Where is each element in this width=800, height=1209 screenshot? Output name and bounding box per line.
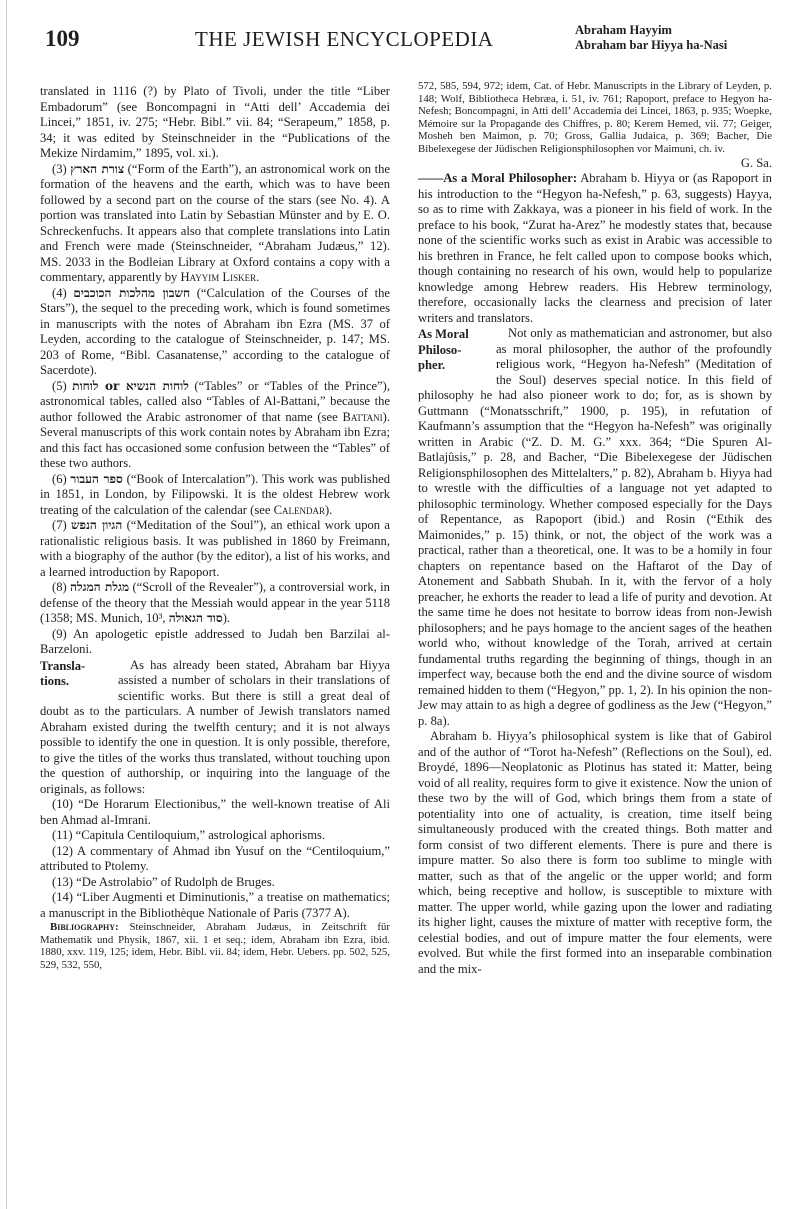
translation-12: (12) A commentary of Ahmad ibn Yusuf on the “Centiloquium,” attributed to Ptolemy. bbox=[40, 843, 390, 873]
side-heading-moral-philosopher: As Moral Philoso- pher. bbox=[418, 327, 469, 373]
right-column bbox=[418, 80, 772, 977]
bibliography-continued bbox=[418, 80, 772, 156]
translations-text: As has already been stated, Abraham bar Hiyya assisted a number of scholars in their translations of scientific works. But there is still a great deal of doubt as to the particulars. A number of Jewish translators named Abraham existed during the twelfth century; and it is not always possible to identify the one in question. It is only possible, therefore, to give the titles of the works thus translated, without touching upon the question of authorship, or inquiring into the language of the originals, as follows: bbox=[40, 657, 390, 796]
work-entry-5 bbox=[40, 379, 390, 472]
section-heading: ——As a Moral Philosopher: bbox=[418, 171, 578, 186]
bibliography-label: Bibliography: bbox=[50, 921, 119, 933]
entry-text: (5) לוחות or לוחות הנשיא (“Tables” or “Tables of the Prince”), astronomical tables, called also “Tables of Al-Battani,” because the author followed the Arabic astronomer of that name (see bbox=[40, 378, 390, 424]
hebrew-title: לוחות or לוחות הנשיא bbox=[72, 378, 189, 393]
bibliography bbox=[40, 921, 390, 971]
page-header bbox=[0, 0, 800, 78]
cross-reference: Calendar bbox=[273, 502, 325, 517]
paragraph-text: Abraham b. Hiyya’s philosophical system is like that of Gabirol and of the author of “Torot ha-Nefesh” (Reflections on the Soul), ed. Broydé, 1896—Neoplatonic as Plotinus has stated it: Matter, being void of all reality, requires form to give it existence. Now the union of these two by the will of God, which brings them from a state of potentiality into one of actuality, is creation, time itself being simultaneously produced with the created things. Both matter and form consist of two different elements. There is pure and there is impure matter. So also there is form too sublime to mingle with matter, such as that of the angelic or the upper world; and form which, being receptive and hollow, is susceptible to mixture with matter. The upper world, while gazing upon the lower and radiating its higher light, causes the mixture of matter with receptive form, the celestial bodies, and out of impure matter the four elements, were evolved. But while the first formed into an inseparable combination and the mix- bbox=[418, 729, 772, 976]
guide-word-last: Abraham bar Hiyya ha-Nasi bbox=[575, 38, 728, 52]
page-number: 109 bbox=[45, 26, 80, 51]
translation-10: (10) “De Horarum Electionibus,” the well-known treatise of Ali ben Ahmad al-Imrani. bbox=[40, 797, 390, 827]
entry-text: (3) צורת הארץ (“Form of the Earth”), an astronomical work on the formation of the heavens and the earth, which was to have been followed by a second part on the course of the stars (see No. 4). A portion was translated into Latin by Sebastian Münster and by E. O. Schreckenfuchs. It appears also that complete translations into Latin and French were made (Steinschneider, “Abraham Judæus,” 12). MS. 2033 in the Bodleian Library at Oxford contains a copy with a commentary, apparently by bbox=[40, 161, 390, 284]
entry-text-end: ). bbox=[324, 502, 333, 517]
paragraph-text: Abraham b. Hiyya or (as Rapoport in his introduction to the “Hegyon ha-Nefesh,” p. 63, suggests) Hayya, so as to rime with Zakkaya, was a pioneer in his field of work. In the preface to his book, “Zurat ha-Arez” he modestly states that, because none of the scientific works such as exist in Arabic was accessible to his brethren in France, he felt called upon to compose books which, though containing no research of his own, would help to popularize knowledge among Hebrew readers. His Hebrew terminology, therefore, occasionally lacks the clearness and precision of later writers and translators. bbox=[418, 171, 772, 325]
bibliography-text bbox=[40, 921, 390, 971]
translation-14: (14) “Liber Augmenti et Diminutionis,” a treatise on mathematics; a manuscript in the Bibliothèque Nationale of Paris (7377 A). bbox=[40, 890, 390, 920]
work-entry-3 bbox=[40, 162, 390, 286]
entry-text: (4) חשבון מהלכות הכוכבים (“Calculation of the Courses of the Stars”), the sequel to the preceding work, which is found sometimes in manuscripts with the notes of Abraham ibn Ezra (MS. 37 of Leyden, according to the catalogue of Steinschneider, p. 147; MS. 203 of Rome, “Bibl. Casanatense,” according to the catalogue of Sacerdote). bbox=[40, 285, 390, 377]
running-title: THE JEWISH ENCYCLOPEDIA bbox=[195, 27, 494, 51]
paragraph: translated in 1116 (?) by Plato of Tivoli, under the title “Liber Embadorum” (see Boncompagni in “Atti dell’ Accademia dei Lincei,” 1851, iv. 275; “Hebr. Bibl.” vii. 84; “Serapeum,” 1858, p. 34; it was edited by Steinschneider in the “Publications of the Mekize Nirdamim,” 1895, vol. xi.). bbox=[40, 84, 390, 160]
hebrew-title: ספר העבור bbox=[70, 471, 123, 486]
hebrew-title: חשבון מהלכות הכוכבים bbox=[73, 285, 191, 300]
guide-word-first: Abraham Hayyim bbox=[575, 23, 672, 37]
bibliography-entries: Steinschneider, Abraham Judæus, in Zeitschrift für Mathematik und Physik, 1867, xii. 1 et seq.; idem, Abraham ibn Ezra, ibid. 1880, xxv. 119, 125; idem, Hebr. Bibl. vii. 84; idem, Hebr. Uebers. pp. 502, 525, 529, 532, 550, bbox=[40, 921, 391, 971]
translation-11: (11) “Capitula Centiloquium,” astrological aphorisms. bbox=[52, 828, 326, 842]
entry-text: (8) מגלת המגלה (“Scroll of the Revealer”), a controversial work, in defense of the theory that the Messiah would appear in the year 5118 (1358; MS. Munich, 10³, bbox=[40, 580, 390, 625]
left-column bbox=[40, 84, 390, 971]
author-name: Hayyim Lisker. bbox=[180, 270, 260, 284]
hebrew-title: סוד הגאולה bbox=[168, 611, 223, 625]
hebrew-title: הגיון הנפש bbox=[70, 518, 123, 532]
entry-guide-words bbox=[575, 23, 727, 53]
entry-text-end: ). Several manuscripts of this work contain notes by Abraham ibn Ezra; and this fact has occasioned some confusion between the “Tables” of these two authors. bbox=[40, 409, 390, 470]
entry-text: (7) הגיון הנפש (“Meditation of the Soul”), an ethical work upon a rationalistic religious basis. It was published in 1860 by Freimann, with a biography of the author (by the editor), a list of his works, and a learned introduction by Rapoport. bbox=[40, 518, 390, 579]
cross-reference: Battani bbox=[342, 409, 383, 424]
moral-philosopher-intro bbox=[418, 171, 772, 326]
hebrew-title: מגלת המגלה bbox=[70, 580, 130, 594]
work-entry-6 bbox=[40, 472, 390, 519]
work-entry-9: (9) An apologetic epistle addressed to Judah ben Barzilai al-Barzeloni. bbox=[40, 626, 390, 656]
translation-13: (13) “De Astrolabio” of Rudolph de Bruges. bbox=[52, 874, 275, 889]
work-entry-7 bbox=[40, 518, 390, 580]
work-entry-8 bbox=[40, 580, 390, 627]
hebrew-title: צורת הארץ bbox=[70, 161, 125, 176]
bibliography-text: 572, 585, 594, 972; idem, Cat. of Hebr. Manuscripts in the Library of Leyden, p. 148; Wolf, Bibliotheca Hebræa, i. 51, iv. 761; Rapoport, preface to Hegyon ha-Nefesh; Boncompagni, in Atti dell’ Accademia dei Lincei, 1863, p. 935; Woepke, Mémoire sur la Propagande des Chiffres, p. 80; Kerem Hemed, vii. 77; Geiger, Mosheh ben Maimon, p. 70; Gross, Gallia Judaica, p. 369; Bacher, Die Bibelexegese der Jüdischen Religionsphilosophen vor Maimuni, ch. iv. bbox=[418, 80, 772, 155]
work-entry-4 bbox=[40, 286, 390, 379]
philosophical-system-paragraph bbox=[418, 729, 772, 977]
scan-edge-line bbox=[6, 0, 7, 1209]
paragraph-text: Not only as mathematician and astronomer, but also as moral philosopher, the author of the profoundly religious work, “Hegyon ha-Nefesh” (Meditation of the Soul) deserves special notice. In this field of philosophy he had also pioneer work to do; for, as is shown by Guttmann (“Monatsschrift,” 1900, p. 195), in refutation of Kaufmann’s assumption that the “Hegyon ha-Nefesh” was originally written in Arabic (“Z. D. M. G.” xxx. 364; “Die Spuren Al-Batlajûsis,” p. 28, and Bacher, “Die Bibelexegese der Jüdischen Religionsphilosophen des Mittelalters,” p. 82), Abraham b. Hiyya had to wrestle with the difficulties of a language not yet adapted to philosophic terminology. Whether composed especially for the Days of Repentance, as Rapoport (ibid.) and Rosin (“Ethik des Maimonides,” p. 15) think, or not, the object of the work was a practical, rather than a theoretical, one. It was to be a homily in four chapters on repentance based on the Haftarot of the Day of Atonement and Sabbath Shubah. In it, with the fervor of a holy preacher, he exhorts the reader to lead a life of purity and devotion. At the same time he does not hesitate to borrow ideas from non-Jewish philosophers; and he pays homage to the ancient sages of the heathen world who, without knowledge of the Torah, arrived at certain fundamental truths regarding the beginning of things, though in an imperfect way, because both the end and the divine source of wisdom remained hidden to them (“Hegyon,” pp. 1, 2). In his opinion the non-Jew may attain to as high a degree of godliness as the Jew (“Hegyon,” p. 8a). bbox=[418, 326, 772, 728]
entry-text: (6) ספר העבור (“Book of Intercalation”). This work was published in 1851, in London, by Filipowski. It is the oldest Hebrew work treating of the calculation of the calendar (see bbox=[40, 471, 390, 517]
side-heading-translations: Transla- tions. bbox=[40, 658, 86, 688]
author-signature: G. Sa. bbox=[740, 155, 772, 170]
moral-philosopher-paragraph bbox=[418, 326, 772, 729]
entry-text-end: ). bbox=[222, 611, 231, 625]
translations-paragraph bbox=[40, 658, 390, 798]
